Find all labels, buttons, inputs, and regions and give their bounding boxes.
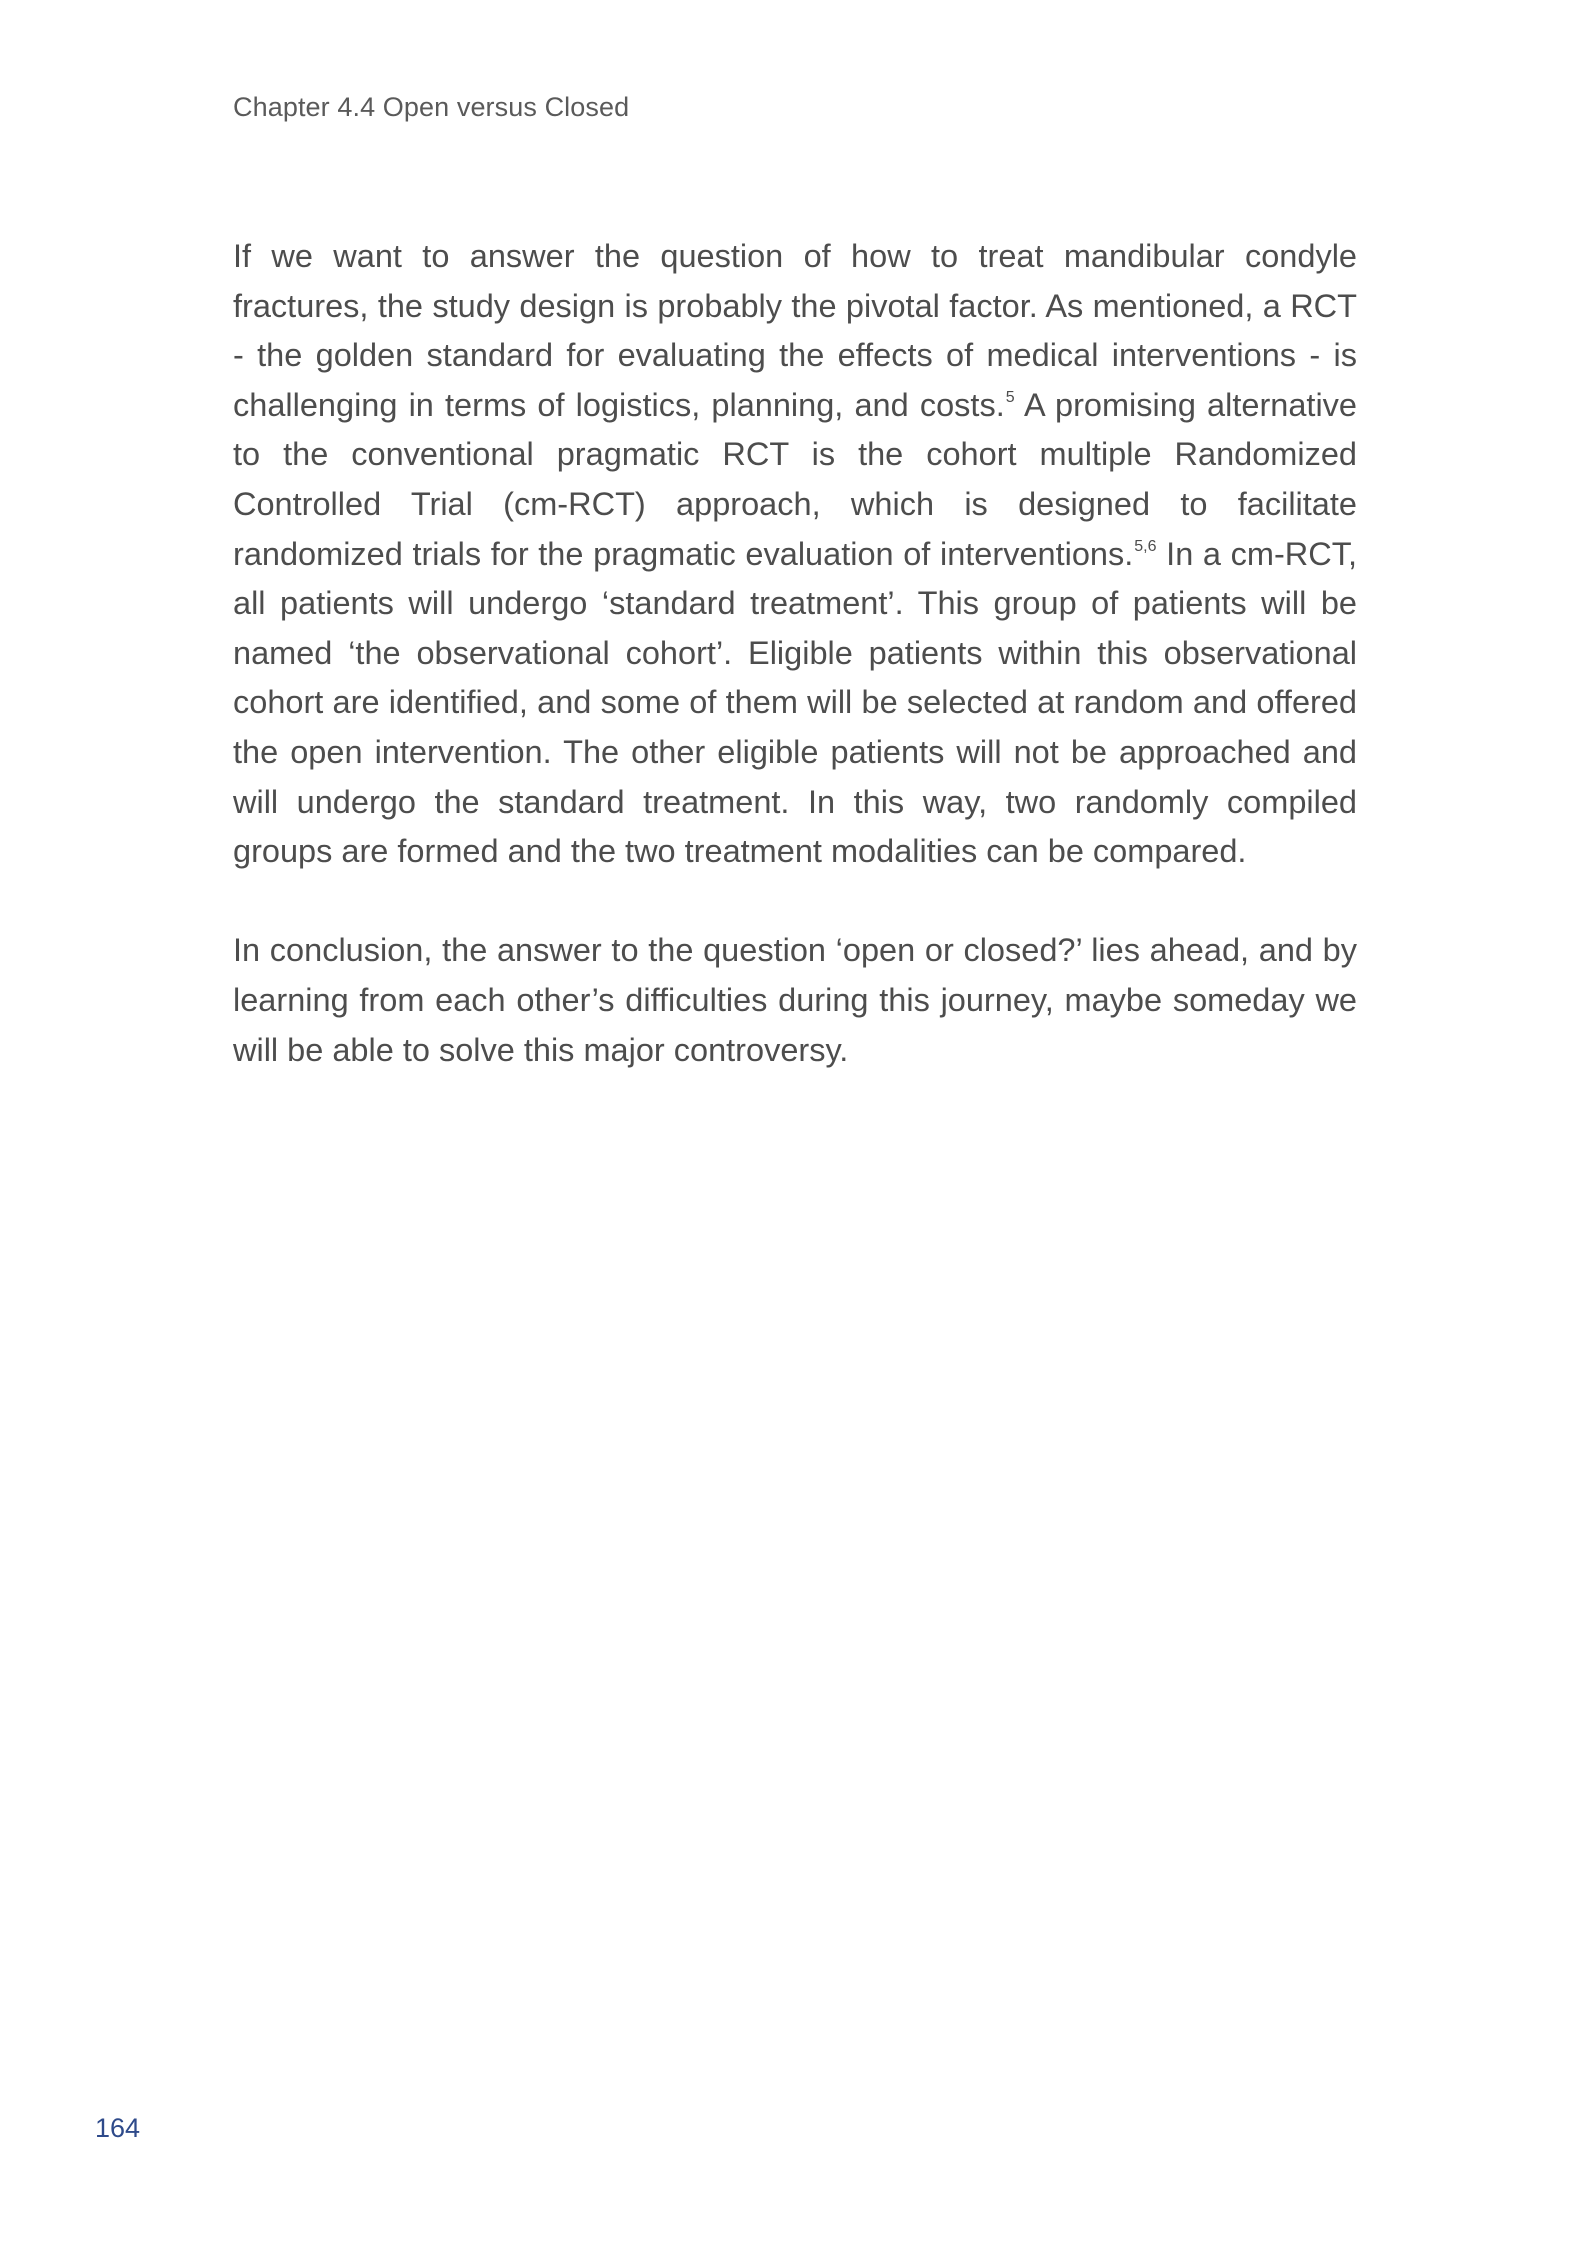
paragraph-text: In a cm-RCT, all patients will undergo ‘standard treatment’. This group of patients will be named ‘the observational cohort’. Eligible patients within this observational cohort are identified, and some of them will be selected at random and offered the open intervention. The other eligible patients will not be approached and will undergo the standard treatment. In this way, two randomly compiled groups are formed and the two treatment modalities can be compared. (233, 535, 1357, 870)
paragraph-text: If we want to answer the question of how to treat mandibular condyle fractures, the study design is probably the pivotal factor. As mentioned, a RCT - the golden standard for evaluating the effects of medical interventions - is challenging in terms of logistics, planning, and costs. (233, 238, 1357, 423)
paragraph-text: A promising alternative to the conventional pragmatic RCT is the cohort multiple Randomized Controlled Trial (cm-RCT) approach, which is designed to facilitate randomized trials for the pragmatic evaluation of interventions. (233, 386, 1357, 572)
reference-marker: 5 (1005, 388, 1015, 406)
body-text (233, 232, 1357, 1075)
running-head: Chapter 4.4 Open versus Closed (233, 92, 630, 122)
reference-marker: 5,6 (1134, 537, 1157, 555)
page-number: 164 (95, 2113, 141, 2143)
paragraph-study-design (233, 232, 1357, 877)
paragraph-conclusion: In conclusion, the answer to the question ‘open or closed?’ lies ahead, and by learning from each other’s difficulties during this journey, maybe someday we will be able to solve this major controversy. (233, 932, 1357, 1068)
